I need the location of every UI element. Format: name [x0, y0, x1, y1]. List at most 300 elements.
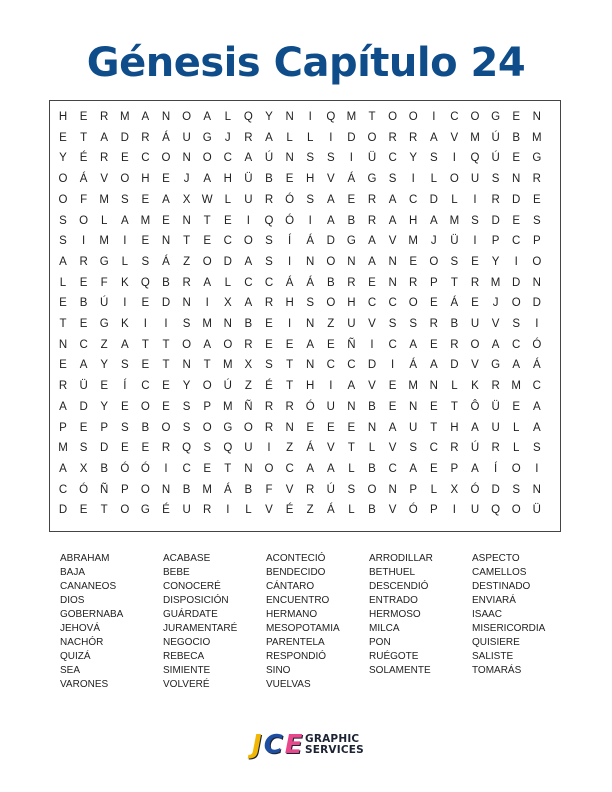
grid-letter: N [285, 421, 294, 434]
grid-letter: N [347, 400, 356, 413]
grid-letter: O [202, 255, 212, 268]
grid-letter: U [491, 421, 500, 434]
grid-letter: E [512, 400, 521, 413]
grid-letter: T [224, 462, 232, 475]
grid-letter: E [285, 338, 294, 351]
grid-letter: S [326, 152, 335, 165]
grid-letter: Ñ [244, 400, 253, 413]
grid-letter: S [532, 442, 541, 455]
page-title: Génesis Capítulo 24 [86, 40, 526, 86]
grid-letter: H [141, 173, 150, 186]
grid-letter: Ó [140, 462, 150, 475]
grid-letter: T [286, 359, 294, 372]
grid-letter: H [223, 173, 232, 186]
grid-letter: Á [223, 483, 232, 496]
grid-letter: N [347, 255, 356, 268]
grid-letter: M [140, 214, 151, 227]
grid-letter: A [244, 297, 253, 310]
grid-letter: C [141, 152, 150, 165]
grid-letter: N [182, 297, 191, 310]
grid-letter: C [347, 359, 356, 372]
grid-letter: Ú [326, 483, 335, 496]
grid-letter: L [224, 193, 231, 206]
grid-letter: R [264, 297, 274, 310]
grid-row [50, 480, 560, 501]
grid-letter: A [59, 255, 67, 268]
grid-row [50, 397, 560, 418]
grid-letter: E [223, 214, 232, 227]
grid-letter: E [59, 131, 67, 144]
grid-letter: A [532, 421, 541, 434]
grid-letter: J [492, 297, 499, 310]
grid-letter: P [450, 462, 459, 475]
grid-letter: E [388, 400, 397, 413]
grid-letter: V [368, 380, 376, 393]
grid-letter: Í [493, 462, 498, 475]
grid-letter: V [388, 235, 397, 248]
grid-letter: M [470, 131, 480, 144]
grid-letter: N [285, 111, 294, 123]
grid-letter: C [182, 462, 191, 475]
grid-letter: D [450, 359, 459, 372]
grid-letter: M [120, 111, 130, 123]
grid-letter: I [287, 255, 292, 268]
grid-letter: S [429, 152, 438, 165]
grid-letter: O [161, 152, 171, 165]
grid-letter: E [59, 359, 67, 372]
grid-letter: Á [532, 359, 541, 372]
grid-letter: T [141, 338, 149, 351]
grid-letter: M [99, 193, 109, 206]
grid-letter: S [491, 173, 500, 186]
grid-letter: O [367, 131, 377, 144]
grid-letter: R [388, 131, 397, 144]
grid-letter: A [120, 214, 129, 227]
grid-letter: R [491, 442, 500, 455]
grid-letter: G [491, 111, 501, 123]
grid-letter: T [203, 359, 211, 372]
grid-letter: Ü [532, 504, 541, 517]
word-list-item: CANANEOS [60, 581, 117, 592]
grid-letter: D [429, 193, 438, 206]
grid-letter: D [161, 297, 171, 310]
grid-letter: O [532, 255, 542, 268]
grid-letter: O [243, 421, 253, 434]
grid-letter: B [265, 173, 273, 186]
grid-letter: R [491, 380, 500, 393]
word-list-item: BETHUEL [369, 567, 416, 578]
grid-letter: L [224, 276, 231, 289]
grid-letter: B [244, 318, 253, 330]
grid-letter: C [367, 297, 377, 310]
grid-letter: V [491, 318, 500, 330]
grid-letter: M [99, 235, 109, 248]
grid-letter: V [265, 504, 273, 517]
grid-letter: O [470, 111, 480, 123]
grid-letter: O [511, 504, 521, 517]
grid-letter: L [348, 504, 355, 517]
grid-letter: S [182, 318, 191, 330]
grid-letter: M [202, 318, 212, 330]
grid-letter: N [532, 276, 541, 289]
grid-letter: M [58, 442, 68, 455]
grid-letter: H [306, 380, 315, 393]
grid-letter: B [79, 297, 88, 310]
grid-letter: T [347, 442, 355, 455]
grid-letter: A [162, 193, 170, 206]
word-list-item: QUISIERE [472, 637, 520, 648]
grid-letter: E [265, 338, 273, 351]
word-list-item: ENVIARÁ [472, 595, 516, 606]
grid-letter: O [367, 483, 377, 496]
grid-letter: N [223, 318, 232, 330]
grid-letter: O [326, 255, 336, 268]
grid-letter: Q [182, 442, 192, 455]
grid-letter: E [120, 152, 129, 165]
grid-letter: S [512, 483, 521, 496]
grid-letter: E [388, 380, 397, 393]
grid-letter: S [306, 152, 315, 165]
grid-letter: A [79, 359, 88, 372]
word-list-item: CÁNTARO [266, 581, 315, 592]
grid-letter: X [244, 359, 253, 372]
grid-letter: F [80, 193, 88, 206]
grid-letter: E [141, 442, 150, 455]
grid-letter: O [79, 214, 89, 227]
grid-letter: Ó [305, 400, 315, 413]
word-list-item: ARRODILLAR [369, 553, 433, 564]
grid-letter: O [140, 483, 150, 496]
grid-letter: J [183, 173, 190, 186]
grid-letter: Ú [470, 442, 480, 455]
grid-row [50, 107, 560, 128]
grid-letter: R [244, 338, 253, 351]
grid-letter: Ü [450, 235, 459, 248]
grid-letter: Ü [244, 173, 253, 186]
grid-letter: L [100, 214, 108, 227]
grid-row [50, 148, 560, 169]
grid-letter: A [429, 359, 438, 372]
grid-letter: R [409, 276, 418, 289]
grid-letter: R [532, 173, 541, 186]
grid-row [50, 231, 560, 252]
grid-letter: H [409, 214, 418, 227]
grid-letter: É [162, 504, 170, 517]
grid-letter: E [326, 338, 335, 351]
grid-letter: C [223, 235, 232, 248]
grid-letter: R [244, 131, 253, 144]
grid-letter: R [141, 131, 150, 144]
word-list-item: SIMIENTE [163, 665, 211, 676]
grid-letter: L [121, 255, 128, 268]
grid-letter: A [265, 131, 273, 144]
grid-letter: U [409, 421, 418, 434]
grid-letter: Q [140, 276, 150, 289]
grid-letter: A [388, 214, 397, 227]
grid-letter: Á [306, 442, 315, 455]
grid-letter: U [182, 131, 191, 144]
grid-letter: Ú [491, 131, 500, 144]
grid-letter: I [452, 504, 456, 517]
grid-letter: Q [470, 152, 480, 165]
grid-letter: L [59, 276, 67, 289]
grid-letter: D [367, 359, 377, 372]
grid-letter: H [58, 111, 68, 123]
grid-letter: Ó [120, 462, 130, 475]
grid-letter: G [202, 131, 212, 144]
grid-letter: D [512, 276, 521, 289]
grid-letter: D [120, 131, 129, 144]
word-list-item: VARONES [60, 679, 109, 690]
grid-letter: D [532, 297, 541, 310]
grid-letter: O [140, 400, 150, 413]
grid-letter: P [532, 235, 541, 248]
grid-letter: C [264, 276, 274, 289]
word-list-item: SINO [266, 665, 291, 676]
grid-letter: Ó [408, 504, 418, 517]
grid-letter: T [450, 400, 458, 413]
grid-letter: N [429, 380, 438, 393]
grid-letter: I [287, 318, 292, 330]
word-list-item: ENCUENTRO [266, 595, 330, 606]
grid-row [50, 500, 560, 521]
word-list-item: SEA [60, 665, 81, 676]
grid-letter: C [388, 338, 397, 351]
grid-letter: B [326, 276, 335, 289]
word-list-item: ACABASE [163, 553, 211, 564]
grid-letter: A [512, 359, 521, 372]
grid-letter: R [79, 255, 88, 268]
grid-letter: Á [306, 235, 315, 248]
word-list-item: CAMELLOS [472, 567, 527, 578]
grid-letter: É [265, 380, 273, 393]
grid-letter: E [326, 421, 335, 434]
grid-letter: R [264, 400, 274, 413]
grid-letter: E [429, 462, 438, 475]
grid-letter: B [368, 462, 376, 475]
grid-letter: B [100, 462, 109, 475]
grid-letter: E [79, 276, 88, 289]
grid-letter: O [182, 111, 192, 123]
grid-row [50, 335, 560, 356]
grid-letter: B [347, 214, 356, 227]
grid-letter: S [120, 359, 129, 372]
word-list-item: VOLVERÉ [163, 679, 210, 690]
grid-letter: L [245, 504, 252, 517]
grid-row [50, 459, 560, 480]
grid-row [50, 438, 560, 459]
grid-row [50, 273, 560, 294]
logo-letter-j: J [252, 730, 262, 760]
grid-letter: R [470, 276, 480, 289]
grid-letter: A [244, 255, 253, 268]
grid-letter: U [182, 504, 191, 517]
grid-letter: E [471, 255, 479, 268]
word-list-item: BEBE [163, 567, 190, 578]
word-list-item: REBECA [163, 651, 205, 662]
grid-letter: A [471, 421, 479, 434]
grid-letter: Y [182, 380, 191, 393]
grid-letter: C [532, 380, 541, 393]
grid-letter: A [326, 193, 335, 206]
grid-letter: O [58, 193, 68, 206]
grid-letter: E [162, 214, 170, 227]
grid-letter: O [429, 255, 439, 268]
grid-letter: E [100, 380, 109, 393]
word-list-item: MISERICORDIA [472, 623, 546, 634]
grid-letter: É [79, 152, 88, 165]
grid-letter: O [511, 297, 521, 310]
grid-letter: E [471, 297, 479, 310]
grid-letter: Z [327, 318, 335, 330]
grid-row [50, 376, 560, 397]
word-list-item: ENTRADO [369, 595, 418, 606]
grid-letter: A [347, 380, 356, 393]
grid-letter: L [451, 380, 458, 393]
word-list-item: BENDECIDO [266, 567, 326, 578]
grid-letter: Ú [491, 152, 500, 165]
grid-letter: S [182, 421, 191, 434]
grid-letter: A [306, 338, 315, 351]
grid-letter: P [203, 400, 212, 413]
grid-letter: E [141, 359, 150, 372]
grid-letter: E [347, 193, 356, 206]
grid-letter: I [329, 380, 333, 393]
grid-letter: T [100, 504, 108, 517]
grid-letter: C [244, 276, 253, 289]
word-list-item: BAJA [60, 567, 86, 578]
grid-letter: Ú [264, 152, 274, 165]
grid-letter: S [141, 255, 150, 268]
grid-letter: Q [326, 111, 336, 123]
grid-row [50, 252, 560, 273]
grid-letter: N [58, 338, 68, 351]
grid-letter: N [182, 152, 191, 165]
grid-letter: O [264, 462, 274, 475]
word-list-item: DISPOSICIÓN [163, 595, 229, 606]
grid-letter: X [450, 483, 459, 496]
grid-letter: H [285, 297, 294, 310]
grid-letter: O [182, 338, 192, 351]
grid-letter: E [141, 297, 150, 310]
grid-letter: A [141, 111, 150, 123]
grid-letter: X [182, 193, 191, 206]
grid-letter: Á [450, 297, 459, 310]
grid-row [50, 190, 560, 211]
grid-letter: Ü [79, 380, 88, 393]
grid-letter: R [100, 152, 109, 165]
grid-letter: P [429, 276, 438, 289]
grid-letter: Z [286, 442, 294, 455]
grid-letter: P [120, 483, 129, 496]
grid-letter: E [532, 193, 541, 206]
grid-letter: S [79, 442, 88, 455]
grid-letter: I [514, 255, 518, 268]
grid-letter: G [99, 255, 109, 268]
grid-letter: A [409, 462, 418, 475]
grid-letter: M [202, 483, 212, 496]
grid-letter: Y [265, 111, 273, 123]
grid-letter: I [123, 297, 127, 310]
grid-letter: A [491, 338, 500, 351]
grid-letter: N [532, 483, 541, 496]
grid-letter: S [450, 255, 459, 268]
grid-letter: T [162, 359, 170, 372]
grid-letter: A [203, 338, 212, 351]
grid-letter: I [123, 235, 127, 248]
grid-letter: Q [223, 442, 233, 455]
grid-letter: Ó [285, 193, 295, 206]
grid-letter: A [59, 400, 67, 413]
grid-letter: E [512, 214, 521, 227]
grid-letter: O [58, 173, 68, 186]
word-list-item: ASPECTO [472, 553, 520, 564]
grid-letter: Ü [491, 400, 500, 413]
grid-letter: N [161, 235, 171, 248]
grid-letter: S [120, 193, 129, 206]
grid-letter: Á [306, 276, 315, 289]
word-list-item: HERMANO [266, 609, 318, 620]
grid-letter: T [162, 338, 170, 351]
grid-letter: Ô [470, 400, 480, 413]
grid-letter: U [244, 442, 253, 455]
grid-letter: A [368, 235, 376, 248]
grid-letter: Á [162, 131, 170, 144]
logo-letter-c: C [263, 730, 283, 760]
grid-letter: I [308, 214, 312, 227]
grid-letter: Á [162, 255, 170, 268]
grid-letter: E [162, 380, 170, 393]
grid-letter: Q [264, 214, 274, 227]
grid-letter: R [450, 338, 459, 351]
grid-row [50, 418, 560, 439]
grid-letter: C [388, 152, 397, 165]
grid-letter: L [430, 483, 437, 496]
grid-letter: S [265, 359, 273, 372]
grid-letter: G [367, 173, 377, 186]
grid-letter: N [182, 214, 191, 227]
grid-letter: I [164, 462, 168, 475]
grid-letter: N [306, 255, 315, 268]
grid-letter: Y [409, 152, 418, 165]
logo-mark [251, 729, 304, 759]
grid-letter: D [100, 442, 109, 455]
grid-letter: G [346, 235, 356, 248]
grid-row [50, 314, 560, 335]
grid-letter: E [162, 173, 170, 186]
logo-text-line1: GRAPHIC [305, 733, 360, 745]
word-list-item: MILCA [369, 623, 400, 634]
grid-letter: É [285, 504, 294, 517]
grid-letter: C [429, 442, 438, 455]
logo-text [305, 734, 364, 756]
grid-letter: V [368, 318, 376, 330]
grid-letter: M [532, 131, 542, 144]
grid-letter: N [306, 359, 315, 372]
grid-letter: S [347, 483, 356, 496]
word-list-item: QUIZÁ [60, 651, 91, 662]
grid-letter: S [388, 318, 397, 330]
grid-letter: T [450, 276, 458, 289]
grid-letter: Y [491, 255, 500, 268]
grid-letter: B [368, 504, 376, 517]
grid-letter: C [512, 338, 521, 351]
grid-letter: N [388, 255, 397, 268]
grid-letter: P [429, 504, 438, 517]
grid-letter: I [390, 359, 395, 372]
grid-letter: E [79, 111, 88, 123]
word-list-item: GUÁRDATE [163, 609, 218, 620]
